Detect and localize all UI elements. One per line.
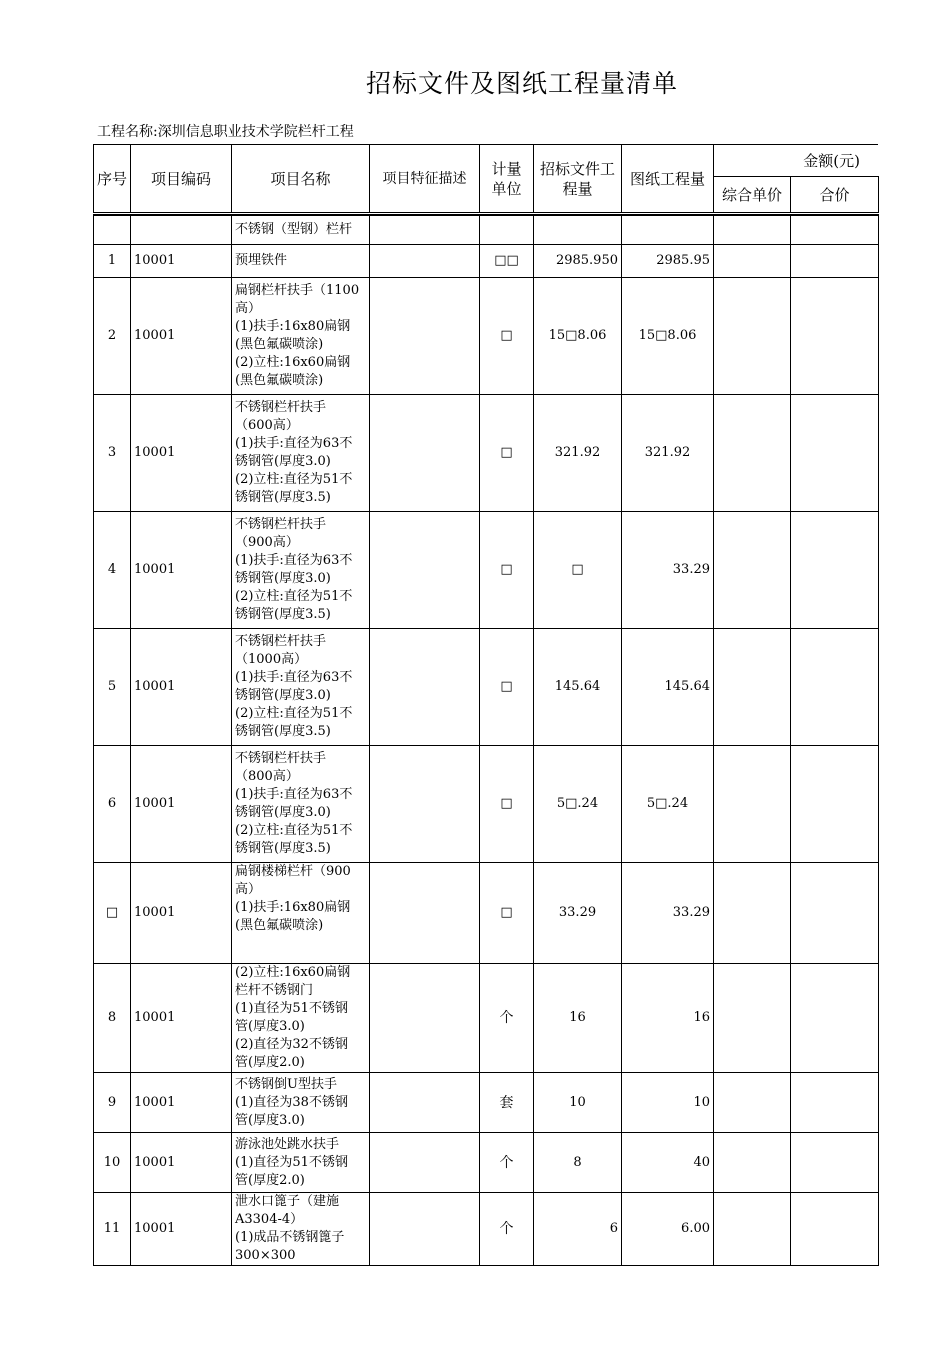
- row-bid-qty: 15□8.06: [534, 278, 622, 395]
- row-bid-qty: 16: [534, 964, 622, 1073]
- row-seq: 2: [94, 278, 131, 395]
- table-row: [94, 863, 879, 964]
- table-row: [94, 964, 879, 1073]
- row-name: (2)立柱:16x60扁钢 栏杆不锈钢门 (1)直径为51不锈钢 管(厚度3.0) (2)直径为32不锈钢 管(厚度2.0): [232, 964, 370, 1073]
- row-seq: 6: [94, 746, 131, 863]
- row-seq: □: [94, 863, 131, 964]
- row-name: 预埋铁件: [232, 245, 370, 278]
- row-bid-qty: 5□.24: [534, 746, 622, 863]
- page-title: 招标文件及图纸工程量清单: [365, 69, 678, 98]
- row-seq: 4: [94, 512, 131, 629]
- row-bid-qty: 321.92: [534, 395, 622, 512]
- row-bid-qty: 10: [534, 1073, 622, 1133]
- row-drawing-qty: 33.29: [622, 863, 714, 964]
- header-name: 项目名称: [232, 145, 370, 213]
- row-seq: 1: [94, 245, 131, 278]
- row-unit: □: [480, 863, 534, 964]
- row-bid-qty: 33.29: [534, 863, 622, 964]
- table-row: [94, 1193, 879, 1266]
- row-code: 10001: [131, 863, 232, 964]
- row-seq: 11: [94, 1193, 131, 1266]
- row-code: 10001: [131, 245, 232, 278]
- row-drawing-qty: 321.92: [622, 395, 714, 512]
- row-drawing-qty: 16: [622, 964, 714, 1073]
- row-drawing-qty: 6.00: [622, 1193, 714, 1266]
- row-unit: □: [480, 395, 534, 512]
- row-code: 10001: [131, 746, 232, 863]
- header-amount: 金额(元): [714, 145, 879, 177]
- row-drawing-qty: 145.64: [622, 629, 714, 746]
- row-unit: □: [480, 746, 534, 863]
- table-row: [94, 512, 879, 629]
- row-name: 不锈钢栏杆扶手 （800高） (1)扶手:直径为63不 锈钢管(厚度3.0) (2)立柱:直径为51不 锈钢管(厚度3.5): [232, 746, 370, 863]
- row-name: 不锈钢栏杆扶手 （600高） (1)扶手:直径为63不 锈钢管(厚度3.0) (2)立柱:直径为51不 锈钢管(厚度3.5): [232, 395, 370, 512]
- row-seq: 9: [94, 1073, 131, 1133]
- row-unit: 个: [480, 1133, 534, 1193]
- row-name: 泄水口篦子（建施 A3304-4） (1)成品不锈钢篦子 300×300: [232, 1193, 370, 1266]
- row-code: 10001: [131, 512, 232, 629]
- row-code: 10001: [131, 1073, 232, 1133]
- row-code: 10001: [131, 395, 232, 512]
- header-desc: 项目特征描述: [370, 145, 480, 213]
- table-row: [94, 1073, 879, 1133]
- header-seq: 序号: [94, 145, 131, 213]
- row-drawing-qty: 5□.24: [622, 746, 714, 863]
- row-drawing-qty: 40: [622, 1133, 714, 1193]
- row-name: 游泳池处跳水扶手 (1)直径为51不锈钢 管(厚度2.0): [232, 1133, 370, 1193]
- row-bid-qty: 145.64: [534, 629, 622, 746]
- row-code: 10001: [131, 1133, 232, 1193]
- header-drawing-qty: 图纸工程量: [622, 145, 714, 213]
- row-drawing-qty: 10: [622, 1073, 714, 1133]
- row-name: 不锈钢栏杆扶手 （1000高） (1)扶手:直径为63不 锈钢管(厚度3.0) (2)立柱:直径为51不 锈钢管(厚度3.5): [232, 629, 370, 746]
- row-code: 10001: [131, 1193, 232, 1266]
- table-row: [94, 629, 879, 746]
- header-total: 合价: [791, 177, 879, 213]
- row-bid-qty: 2985.950: [534, 245, 622, 278]
- row-unit: 个: [480, 1193, 534, 1266]
- row-name: 扁钢楼梯栏杆（900 高） (1)扶手:16x80扁钢 (黑色氟碳喷涂): [232, 863, 370, 964]
- header-bid-qty: 招标文件工 程量: [534, 145, 622, 213]
- row-name: 扁钢栏杆扶手（1100 高） (1)扶手:16x80扁钢 (黑色氟碳喷涂) (2)立柱:16x60扁钢 (黑色氟碳喷涂): [232, 278, 370, 395]
- row-seq: 3: [94, 395, 131, 512]
- table-row: [94, 245, 879, 278]
- table-row: [94, 395, 879, 512]
- row-seq: 10: [94, 1133, 131, 1193]
- row-drawing-qty: 33.29: [622, 512, 714, 629]
- header-unit-price: 综合单价: [714, 177, 791, 213]
- row-code: 10001: [131, 629, 232, 746]
- table-row: [94, 746, 879, 863]
- row-drawing-qty: 2985.95: [622, 245, 714, 278]
- row-seq: 5: [94, 629, 131, 746]
- row-code: 10001: [131, 278, 232, 395]
- row-unit: □: [480, 512, 534, 629]
- row-bid-qty: 6: [534, 1193, 622, 1266]
- row-bid-qty: 8: [534, 1133, 622, 1193]
- header-unit: 计量 单位: [480, 145, 534, 213]
- row-seq: 8: [94, 964, 131, 1073]
- row-name: 不锈钢栏杆扶手 （900高） (1)扶手:直径为63不 锈钢管(厚度3.0) (2)立柱:直径为51不 锈钢管(厚度3.5): [232, 512, 370, 629]
- project-name: 工程名称:深圳信息职业技术学院栏杆工程: [97, 124, 354, 140]
- bill-of-quantities-table: [93, 144, 879, 1266]
- row-unit: 套: [480, 1073, 534, 1133]
- row-code: 10001: [131, 964, 232, 1073]
- table-row: [94, 1133, 879, 1193]
- row-unit: □: [480, 278, 534, 395]
- row-unit: □□: [480, 245, 534, 278]
- header-code: 项目编码: [131, 145, 232, 213]
- row-bid-qty: □: [534, 512, 622, 629]
- row-unit: □: [480, 629, 534, 746]
- row-drawing-qty: 15□8.06: [622, 278, 714, 395]
- row-unit: 个: [480, 964, 534, 1073]
- table-row: [94, 278, 879, 395]
- row-name: 不锈钢倒U型扶手 (1)直径为38不锈钢 管(厚度3.0): [232, 1073, 370, 1133]
- section-label: 不锈钢（型钢）栏杆: [232, 215, 370, 245]
